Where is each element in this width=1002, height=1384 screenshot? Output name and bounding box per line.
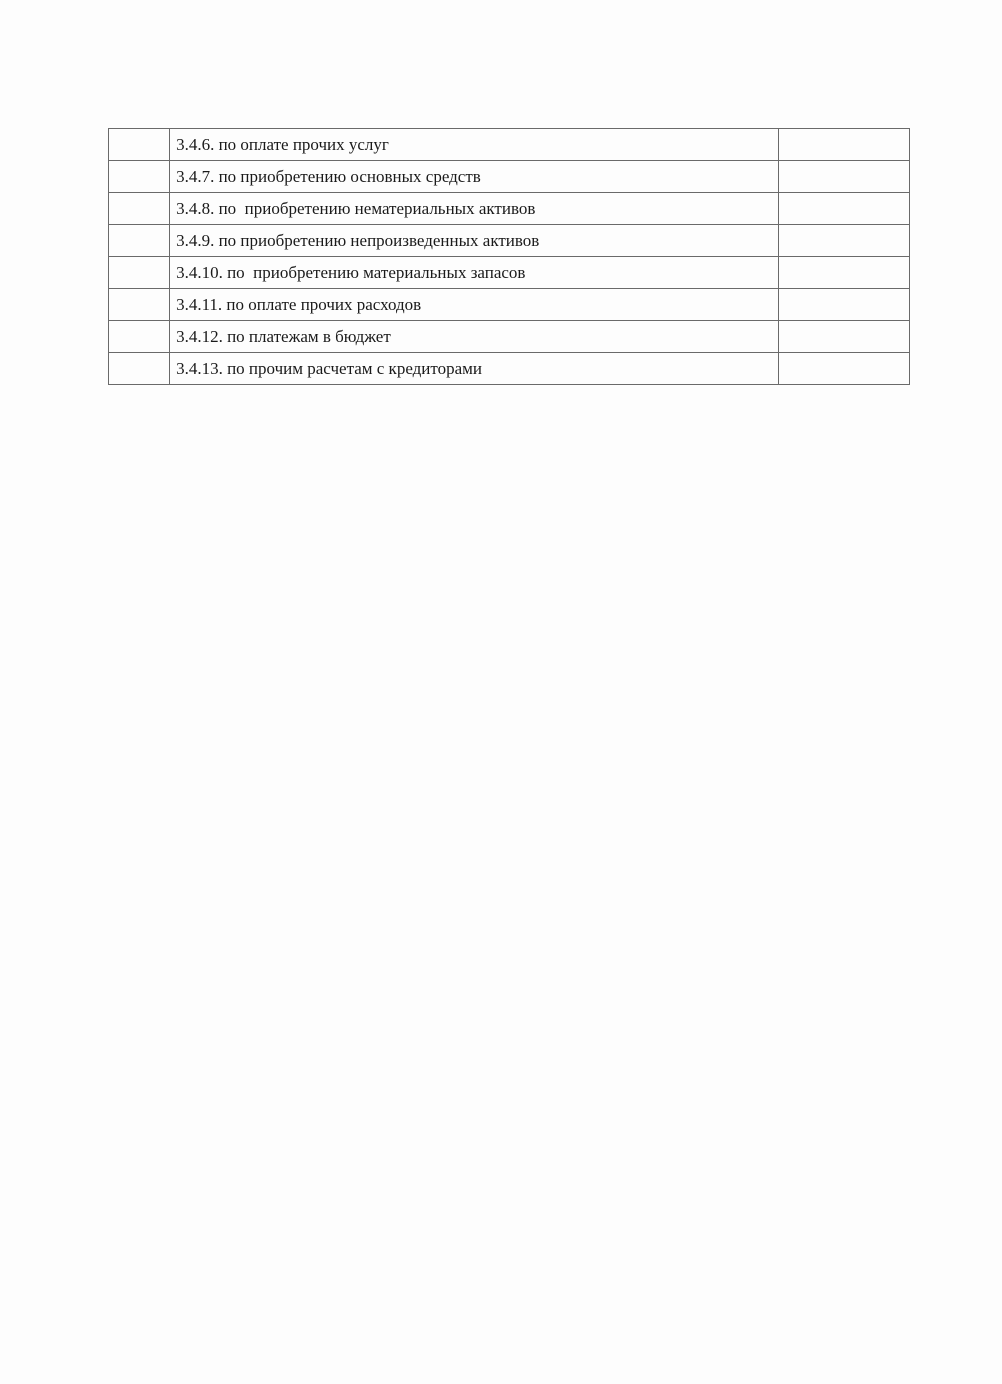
table-row — [109, 289, 910, 321]
row-number-cell — [109, 289, 170, 321]
row-number-cell — [109, 321, 170, 353]
row-value-cell — [778, 193, 909, 225]
row-value-cell — [778, 289, 909, 321]
row-name-cell: 3.4.13. по прочим расчетам с кредиторами — [170, 353, 779, 385]
creditor-payments-table — [108, 128, 910, 385]
table-row — [109, 225, 910, 257]
table-row — [109, 129, 910, 161]
row-number-cell — [109, 257, 170, 289]
row-value-cell — [778, 321, 909, 353]
table-row — [109, 353, 910, 385]
row-value-cell — [778, 225, 909, 257]
row-name-cell: 3.4.9. по приобретению непроизведенных активов — [170, 225, 779, 257]
row-number-cell — [109, 353, 170, 385]
table-row — [109, 161, 910, 193]
row-name-cell: 3.4.11. по оплате прочих расходов — [170, 289, 779, 321]
row-name-cell: 3.4.12. по платежам в бюджет — [170, 321, 779, 353]
table-row — [109, 321, 910, 353]
row-number-cell — [109, 193, 170, 225]
row-number-cell — [109, 161, 170, 193]
row-value-cell — [778, 353, 909, 385]
row-value-cell — [778, 161, 909, 193]
row-name-cell: 3.4.6. по оплате прочих услуг — [170, 129, 779, 161]
table-row — [109, 257, 910, 289]
table-row — [109, 193, 910, 225]
row-value-cell — [778, 129, 909, 161]
row-name-cell: 3.4.7. по приобретению основных средств — [170, 161, 779, 193]
row-value-cell — [778, 257, 909, 289]
row-number-cell — [109, 129, 170, 161]
row-name-cell: 3.4.10. по приобретению материальных запасов — [170, 257, 779, 289]
row-name-cell: 3.4.8. по приобретению нематериальных активов — [170, 193, 779, 225]
row-number-cell — [109, 225, 170, 257]
